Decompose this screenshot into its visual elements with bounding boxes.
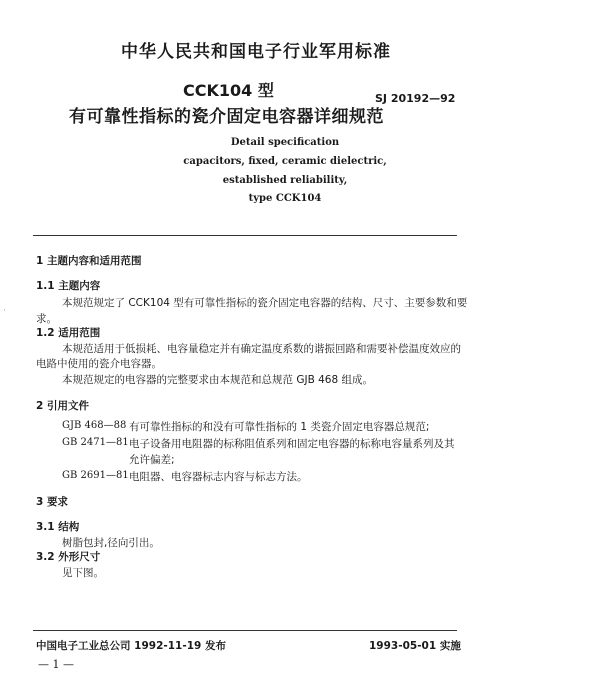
section-1-2-text-line-3: 本规范规定的电容器的完整要求由本规范和总规范 GJB 468 组成。 <box>62 374 373 386</box>
reference-code: GB 2691—81 <box>62 470 129 481</box>
org-title: 中华人民共和国电子行业军用标准 <box>121 42 391 62</box>
reference-text-continued: 允许偏差; <box>129 454 175 466</box>
product-code: CCK104 型 <box>183 81 274 100</box>
section-1-heading: 1 主题内容和适用范围 <box>36 255 142 267</box>
section-1-2-heading: 1.2 适用范围 <box>36 327 101 339</box>
title-chinese: 有可靠性指标的瓷介固定电容器详细规范 <box>69 107 384 127</box>
section-2-heading: 2 引用文件 <box>36 400 89 412</box>
page-number: — 1 — <box>38 658 74 671</box>
title-english-line-3: established reliability, <box>222 175 348 186</box>
title-english-line-1: Detail specification <box>230 137 340 148</box>
header-divider <box>33 235 457 236</box>
section-3-heading: 3 要求 <box>36 496 68 508</box>
section-1-1-heading: 1.1 主题内容 <box>36 280 101 292</box>
reference-text: 有可靠性指标的和没有可靠性指标的 1 类瓷介固定电容器总规范; <box>129 421 430 433</box>
margin-mark: · <box>3 306 6 316</box>
issue-date: 中国电子工业总公司 1992-11-19 发布 <box>36 640 226 652</box>
reference-code: GJB 468—88 <box>62 420 127 431</box>
standard-number: SJ 20192—92 <box>375 92 456 105</box>
section-3-1-heading: 3.1 结构 <box>36 521 80 533</box>
section-1-2-text-line-1: 本规范适用于低损耗、电容量稳定并有确定温度系数的谐振回路和需要补偿温度效应的 <box>62 343 461 355</box>
section-3-2-heading: 3.2 外形尺寸 <box>36 551 101 563</box>
section-1-1-text-line-1: 本规范规定了 CCK104 型有可靠性指标的瓷介固定电容器的结构、尺寸、主要参数和要 <box>62 297 468 309</box>
title-english-line-4: type CCK104 <box>248 193 322 204</box>
section-1-1-text-line-2: 求。 <box>36 313 57 325</box>
section-1-2-text-line-2: 电路中使用的瓷介电容器。 <box>36 358 162 370</box>
reference-text: 电子设备用电阻器的标称阻值系列和固定电容器的标称电容量系列及其 <box>129 438 455 450</box>
title-english-line-2: capacitors, fixed, ceramic dielectric, <box>183 156 387 167</box>
section-3-2-text: 见下图。 <box>62 567 104 579</box>
section-3-1-text: 树脂包封,径向引出。 <box>62 537 160 549</box>
reference-text: 电阻器、电容器标志内容与标志方法。 <box>129 471 308 483</box>
footer-divider <box>33 630 457 631</box>
reference-code: GB 2471—81 <box>62 437 129 448</box>
effective-date: 1993-05-01 实施 <box>369 640 461 652</box>
